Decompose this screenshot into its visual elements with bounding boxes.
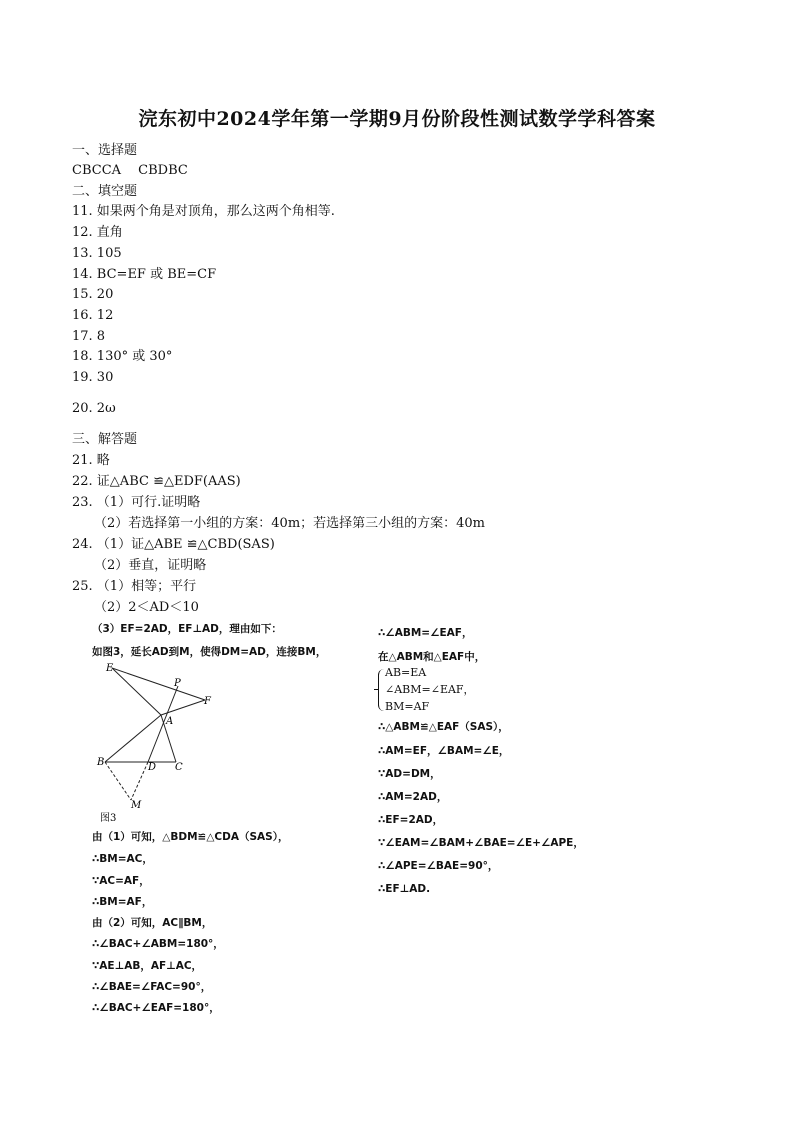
page-title: 浣东初中2024学年第一学期9月份阶段性测试数学学科答案 (138, 108, 656, 130)
segment-BM (105, 762, 131, 800)
section-heading-choice: 一、选择题 (72, 143, 138, 158)
label-C: C (175, 762, 183, 773)
fill-item-17: 17. 8 (72, 329, 106, 344)
label-P: P (174, 678, 181, 689)
solve-item-23-1: 23. （1）可行.证明略 (72, 495, 201, 510)
segment-FA (161, 700, 205, 715)
q25-part3-claim: （3）EF=2AD，EF⊥AD，理由如下： (92, 623, 282, 635)
geometry-figure-3 (92, 660, 242, 830)
label-A: A (166, 716, 174, 727)
proof-left-4: ∴BM=AF， (92, 896, 153, 908)
segment-DM (131, 762, 148, 800)
proof-left-8: ∴∠BAE=∠FAC=90°， (92, 981, 212, 993)
fill-item-15: 15. 20 (72, 287, 114, 302)
label-B: B (97, 757, 105, 768)
solve-item-22: 22. 证△ABC ≌△EDF(AAS) (72, 474, 241, 489)
figure-caption: 图3 (100, 813, 117, 824)
proof-right-9: ∴∠APE=∠BAE=90°， (378, 860, 499, 872)
proof-right-3: ∴△ABM≌△EAF（SAS）， (378, 721, 509, 733)
fill-item-14: 14. BC=EF 或 BE=CF (72, 267, 217, 282)
solve-item-21: 21. 略 (72, 453, 110, 468)
fill-item-20: 20. 2ω (72, 401, 116, 416)
proof-right-4: ∴AM=EF，∠BAM=∠E， (378, 745, 510, 757)
proof-left-7: ∵AE⊥AB，AF⊥AC， (92, 960, 203, 972)
fill-item-11: 11. 如果两个角是对顶角，那么这两个角相等. (72, 204, 335, 219)
label-E: E (106, 663, 114, 674)
proof-left-6: ∴∠BAC+∠ABM=180°， (92, 938, 224, 950)
proof-right-2: 在△ABM和△EAF中， (378, 651, 486, 663)
proof-left-3: ∵AC=AF， (92, 875, 150, 887)
proof-right-8: ∵∠EAM=∠BAM+∠BAE=∠E+∠APE， (378, 837, 584, 849)
system-line-1: AB=EA (385, 666, 427, 679)
system-line-3: BM=AF (385, 700, 430, 713)
choice-answers: CBCCA CBDBC (72, 163, 188, 178)
fill-item-13: 13. 105 (72, 246, 122, 261)
solve-item-24-2: （2）垂直，证明略 (94, 558, 207, 573)
section-heading-fill: 二、填空题 (72, 184, 138, 199)
fill-item-16: 16. 12 (72, 308, 114, 323)
fill-item-12: 12. 直角 (72, 225, 123, 240)
solve-item-24-1: 24. （1）证△ABE ≌△CBD(SAS) (72, 537, 275, 552)
proof-left-5: 由（2）可知，AC∥BM， (92, 917, 213, 929)
solve-item-25-1: 25. （1）相等；平行 (72, 579, 197, 594)
proof-right-1: ∴∠ABM=∠EAF， (378, 627, 473, 639)
segment-PD (148, 686, 178, 762)
label-M: M (131, 800, 142, 811)
segment-BA (105, 715, 161, 762)
proof-right-6: ∴AM=2AD， (378, 791, 448, 803)
segment-EA (112, 668, 161, 715)
proof-left-1: 由（1）可知，△BDM≌△CDA（SAS）， (92, 831, 289, 843)
solve-item-23-2: （2）若选择第一小组的方案：40m；若选择第三小组的方案：40m (94, 516, 486, 531)
system-line-2: ∠ABM=∠EAF， (385, 683, 475, 696)
solve-item-25-2: （2）2＜AD＜10 (94, 600, 199, 615)
label-D: D (148, 762, 157, 773)
segment-EF (112, 668, 205, 700)
proof-right-7: ∴EF=2AD， (378, 814, 444, 826)
proof-right-5: ∵AD=DM， (378, 768, 441, 780)
q25-part3-construction: 如图3，延长AD到M，使得DM=AD，连接BM， (92, 646, 327, 658)
proof-left-2: ∴BM=AC， (92, 853, 153, 865)
system-brace (378, 669, 385, 711)
proof-right-10: ∴EF⊥AD. (378, 883, 431, 895)
label-F: F (204, 696, 211, 707)
fill-item-19: 19. 30 (72, 370, 114, 385)
fill-item-18: 18. 130° 或 30° (72, 349, 173, 364)
section-heading-solve: 三、解答题 (72, 432, 138, 447)
proof-left-9: ∴∠BAC+∠EAF=180°， (92, 1002, 220, 1014)
